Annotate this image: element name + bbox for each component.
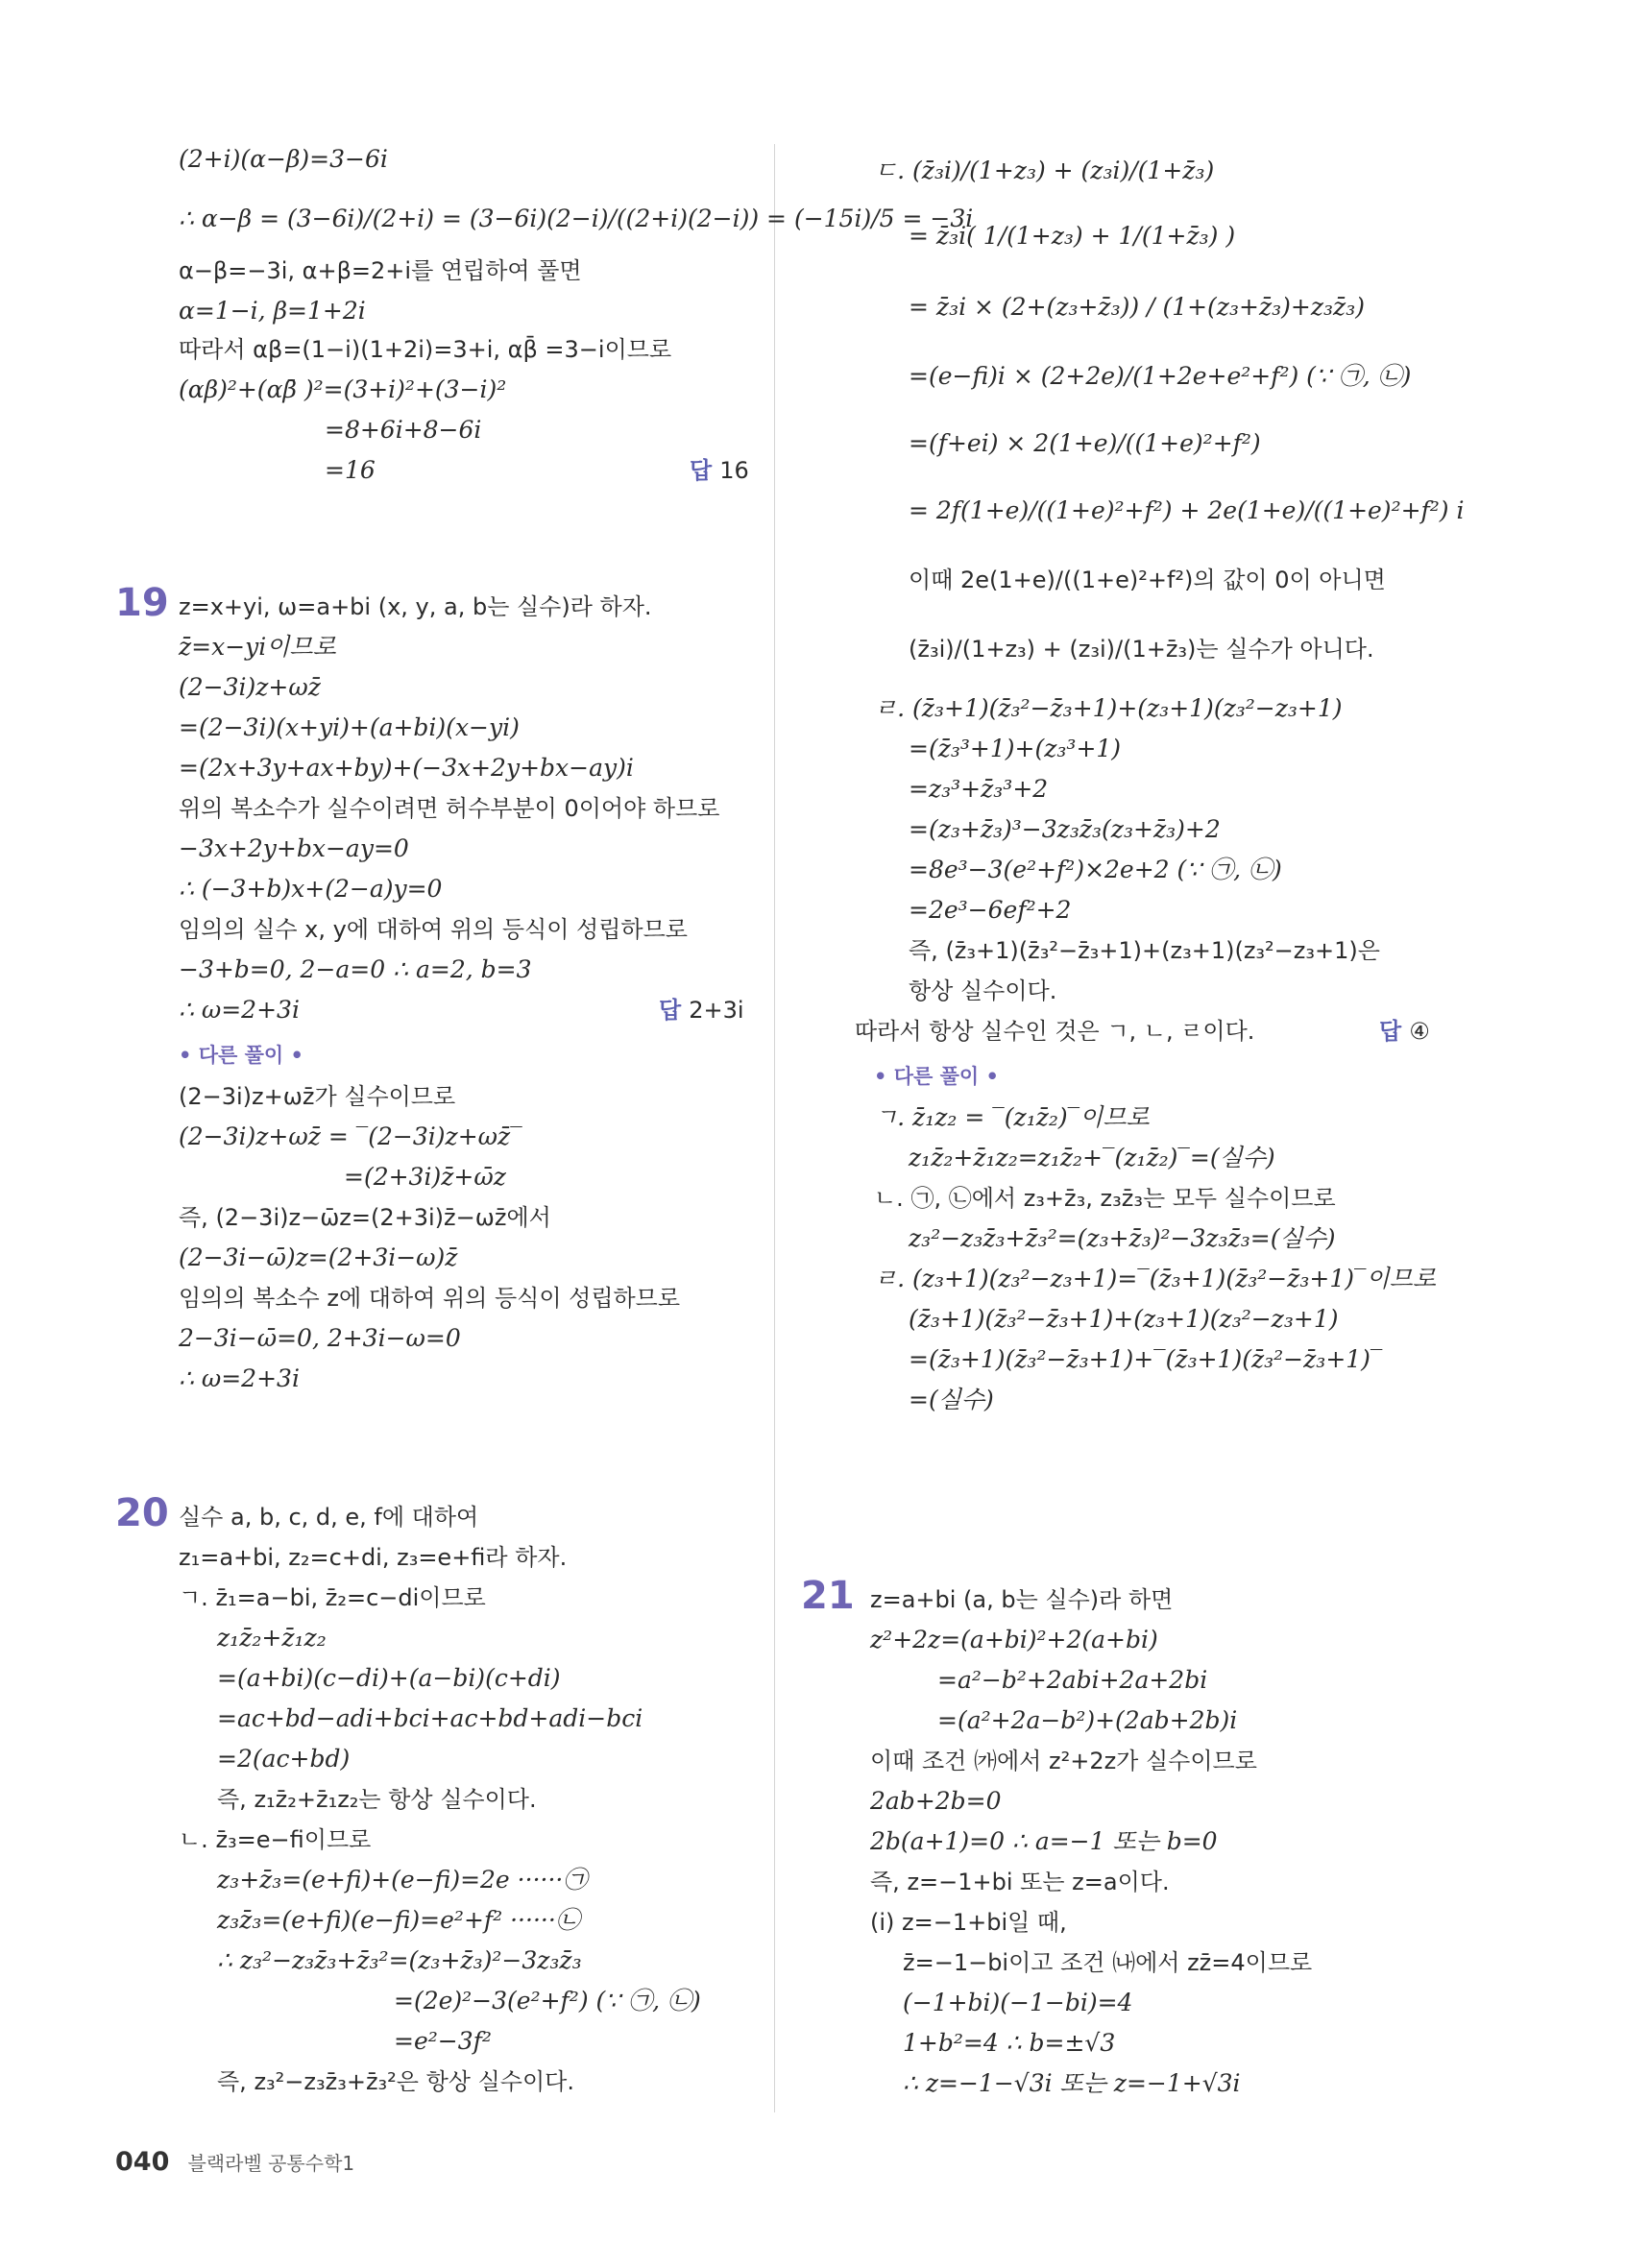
solution-line: 즉, (2−3i)z−ω̄z=(2+3i)z̄−ωz̄에서 xyxy=(179,1204,551,1231)
solution-line: 임의의 실수 x, y에 대하여 위의 등식이 성립하므로 xyxy=(179,916,688,943)
solution-line: 이때 조건 ㈎에서 z²+2z가 실수이므로 xyxy=(870,1748,1257,1774)
solution-line: =(a+bi)(c−di)+(a−bi)(c+di) xyxy=(217,1664,561,1692)
solution-line: z₃²−z₃z̄₃+z̄₃²=(z₃+z̄₃)²−3z₃z̄₃=(실수) xyxy=(909,1224,1336,1252)
solution-line: 항상 실수이다. xyxy=(909,977,1057,1004)
solution-line: =(z̄₃³+1)+(z₃³+1) xyxy=(909,735,1122,762)
solution-line: z₁=a+bi, z₂=c+di, z₃=e+fi라 하자. xyxy=(179,1544,568,1571)
solution-line: (ⅰ) z=−1+bi일 때, xyxy=(870,1909,1067,1936)
problem-number: 20 xyxy=(115,1491,169,1535)
book-title: 블랙라벨 공통수학1 xyxy=(187,2152,355,2175)
solution-line: =2e³−6ef²+2 xyxy=(909,896,1072,924)
solution-line: =ac+bd−adi+bci+ac+bd+adi−bci xyxy=(217,1704,643,1732)
solution-line: =(실수) xyxy=(909,1386,994,1413)
solution-line: ∴ ω=2+3i xyxy=(179,996,300,1024)
solution-line: (2+i)(α−β)=3−6i xyxy=(179,145,388,173)
solution-line: (z̄₃i)/(1+z₃) + (z₃i)/(1+z̄₃)는 실수가 아니다. xyxy=(909,636,1374,663)
solution-line: (z̄₃+1)(z̄₃²−z̄₃+1)+(z₃+1)(z₃²−z₃+1) xyxy=(909,1305,1339,1333)
page-footer xyxy=(115,2147,354,2177)
solution-line: z²+2z=(a+bi)²+2(a+bi) xyxy=(870,1626,1158,1653)
solution-line: =(2+3i)z̄+ω̄z xyxy=(344,1163,506,1191)
solution-line: (2−3i)z+ωz̄ xyxy=(179,673,321,701)
solution-line: =16 xyxy=(325,456,376,484)
solution-line: 2−3i−ω̄=0, 2+3i−ω=0 xyxy=(179,1324,461,1352)
solution-line: −3+b=0, 2−a=0 ∴ a=2, b=3 xyxy=(179,955,532,983)
alt-solution-label: • 다른 풀이 • xyxy=(179,1044,303,1067)
solution-line: =2(ac+bd) xyxy=(217,1745,351,1773)
alt-solution-label: • 다른 풀이 • xyxy=(874,1065,999,1088)
solution-line: −3x+2y+bx−ay=0 xyxy=(179,834,409,862)
solution-line: ㄱ. z̄₁z₂ = ‾(z₁z̄₂)‾이므로 xyxy=(874,1103,1150,1131)
solution-line: 2b(a+1)=0 ∴ a=−1 또는 b=0 xyxy=(870,1827,1218,1855)
answer-18: 답 16 xyxy=(690,457,749,484)
solution-line: z=a+bi (a, b는 실수)라 하면 xyxy=(870,1586,1174,1613)
solution-line: 즉, (z̄₃+1)(z̄₃²−z̄₃+1)+(z₃+1)(z₃²−z₃+1)은 xyxy=(909,937,1380,964)
solution-line: =(z̄₃+1)(z̄₃²−z̄₃+1)+‾(z̄₃+1)(z̄₃²−z̄₃+1)‾ xyxy=(909,1345,1383,1373)
solution-line: =(a²+2a−b²)+(2ab+2b)i xyxy=(937,1706,1238,1734)
column-divider xyxy=(774,144,775,2112)
solution-line: = z̄₃i × (2+(z₃+z̄₃)) / (1+(z₃+z̄₃)+z₃z̄₃) xyxy=(909,293,1365,321)
solution-line: ㄴ. ㉠, ㉡에서 z₃+z̄₃, z₃z̄₃는 모두 실수이므로 xyxy=(874,1185,1336,1212)
solution-line: ∴ z₃²−z₃z̄₃+z̄₃²=(z₃+z̄₃)²−3z₃z̄₃ xyxy=(217,1946,582,1974)
solution-line: (2−3i)z+ωz̄ = ‾(2−3i)z+ωz̄‾ xyxy=(179,1122,522,1150)
solution-line: z₃z̄₃=(e+fi)(e−fi)=e²+f² ······㉡ xyxy=(217,1906,580,1934)
solution-line: 이때 2e(1+e)/((1+e)²+f²)의 값이 0이 아니면 xyxy=(909,567,1386,593)
solution-line: 따라서 αβ=(1−i)(1+2i)=3+i, αβ̄ =3−i이므로 xyxy=(179,336,672,363)
solution-line: =8e³−3(e²+f²)×2e+2 (∵ ㉠, ㉡) xyxy=(909,856,1282,883)
solution-line: (2−3i−ω̄)z=(2+3i−ω)z̄ xyxy=(179,1243,458,1271)
solution-line: =a²−b²+2abi+2a+2bi xyxy=(937,1666,1208,1694)
solution-line: 즉, z₃²−z₃z̄₃+z̄₃²은 항상 실수이다. xyxy=(217,2068,574,2095)
solution-line: =(2−3i)(x+yi)+(a+bi)(x−yi) xyxy=(179,713,520,741)
solution-line: (αβ)²+(αβ̄ )²=(3+i)²+(3−i)² xyxy=(179,375,507,403)
problem-number: 21 xyxy=(801,1574,855,1618)
solution-line: α=1−i, β=1+2i xyxy=(179,297,366,325)
solution-line: ㄷ. (z̄₃i)/(1+z₃) + (z₃i)/(1+z̄₃) xyxy=(874,157,1215,184)
solution-line: ㄱ. z̄₁=a−bi, z̄₂=c−di이므로 xyxy=(179,1584,486,1611)
solution-line: =(e−fi)i × (2+2e)/(1+2e+e²+f²) (∵ ㉠, ㉡) xyxy=(909,362,1412,390)
solution-line: α−β=−3i, α+β=2+i를 연립하여 풀면 xyxy=(179,257,582,284)
solution-line: ∴ α−β = (3−6i)/(2+i) = (3−6i)(2−i)/((2+i)(2−i)) = (−15i)/5 = −3i xyxy=(179,205,974,232)
solution-line: ㄴ. z̄₃=e−fi이므로 xyxy=(179,1826,372,1853)
solution-line: 실수 a, b, c, d, e, f에 대하여 xyxy=(179,1504,479,1531)
solution-line: ∴ (−3+b)x+(2−a)y=0 xyxy=(179,875,443,903)
solution-line: z₃+z̄₃=(e+fi)+(e−fi)=2e ······㉠ xyxy=(217,1866,588,1894)
answer-19: 답 2+3i xyxy=(659,997,744,1024)
solution-line: =(z₃+z̄₃)³−3z₃z̄₃(z₃+z̄₃)+2 xyxy=(909,815,1221,843)
solution-line: ∴ z=−1−√3i 또는 z=−1+√3i xyxy=(903,2069,1241,2097)
solution-line: z₁z̄₂+z̄₁z₂ xyxy=(217,1624,327,1652)
solution-line: =(2e)²−3(e²+f²) (∵ ㉠, ㉡) xyxy=(394,1987,701,2015)
solution-line: = z̄₃i( 1/(1+z₃) + 1/(1+z̄₃) ) xyxy=(909,222,1236,250)
solution-line: (2−3i)z+ωz̄가 실수이므로 xyxy=(179,1083,456,1110)
solution-line: =(2x+3y+ax+by)+(−3x+2y+bx−ay)i xyxy=(179,754,634,782)
solution-line: =e²−3f² xyxy=(394,2027,492,2055)
solution-line: 따라서 항상 실수인 것은 ㄱ, ㄴ, ㄹ이다. xyxy=(855,1018,1255,1045)
answer-20: 답 ④ xyxy=(1379,1018,1430,1045)
solution-line: 2ab+2b=0 xyxy=(870,1787,1002,1815)
problem-number: 19 xyxy=(115,581,169,625)
solution-line: 1+b²=4 ∴ b=±√3 xyxy=(903,2029,1116,2057)
solution-line: 즉, z=−1+bi 또는 z=a이다. xyxy=(870,1869,1170,1895)
solution-line: 위의 복소수가 실수이려면 허수부분이 0이어야 하므로 xyxy=(179,795,720,822)
solution-line: 임의의 복소수 z에 대하여 위의 등식이 성립하므로 xyxy=(179,1285,681,1312)
solution-line: z=x+yi, ω=a+bi (x, y, a, b는 실수)라 하자. xyxy=(179,593,652,620)
page-number: 040 xyxy=(115,2147,170,2177)
solution-line: z̄=−1−bi이고 조건 ㈏에서 zz̄=4이므로 xyxy=(903,1949,1313,1976)
solution-line: = 2f(1+e)/((1+e)²+f²) + 2e(1+e)/((1+e)²+f²) i xyxy=(909,496,1465,524)
solution-line: z₁z̄₂+z̄₁z₂=z₁z̄₂+‾(z₁z̄₂)‾=(실수) xyxy=(909,1144,1275,1171)
solution-line: =8+6i+8−6i xyxy=(325,416,482,444)
solution-line: ∴ ω=2+3i xyxy=(179,1364,300,1392)
solution-line: z̄=x−yi이므로 xyxy=(179,633,336,661)
solution-line: 즉, z₁z̄₂+z̄₁z₂는 항상 실수이다. xyxy=(217,1786,537,1813)
solution-line: =z₃³+z̄₃³+2 xyxy=(909,775,1049,803)
solution-line: ㄹ. (z₃+1)(z₃²−z₃+1)=‾(z̄₃+1)(z̄₃²−z̄₃+1)‾이므로 xyxy=(874,1265,1436,1292)
solution-line: =(f+ei) × 2(1+e)/((1+e)²+f²) xyxy=(909,429,1261,457)
solution-line: (−1+bi)(−1−bi)=4 xyxy=(903,1989,1133,2016)
solution-line: ㄹ. (z̄₃+1)(z̄₃²−z̄₃+1)+(z₃+1)(z₃²−z₃+1) xyxy=(874,694,1343,722)
